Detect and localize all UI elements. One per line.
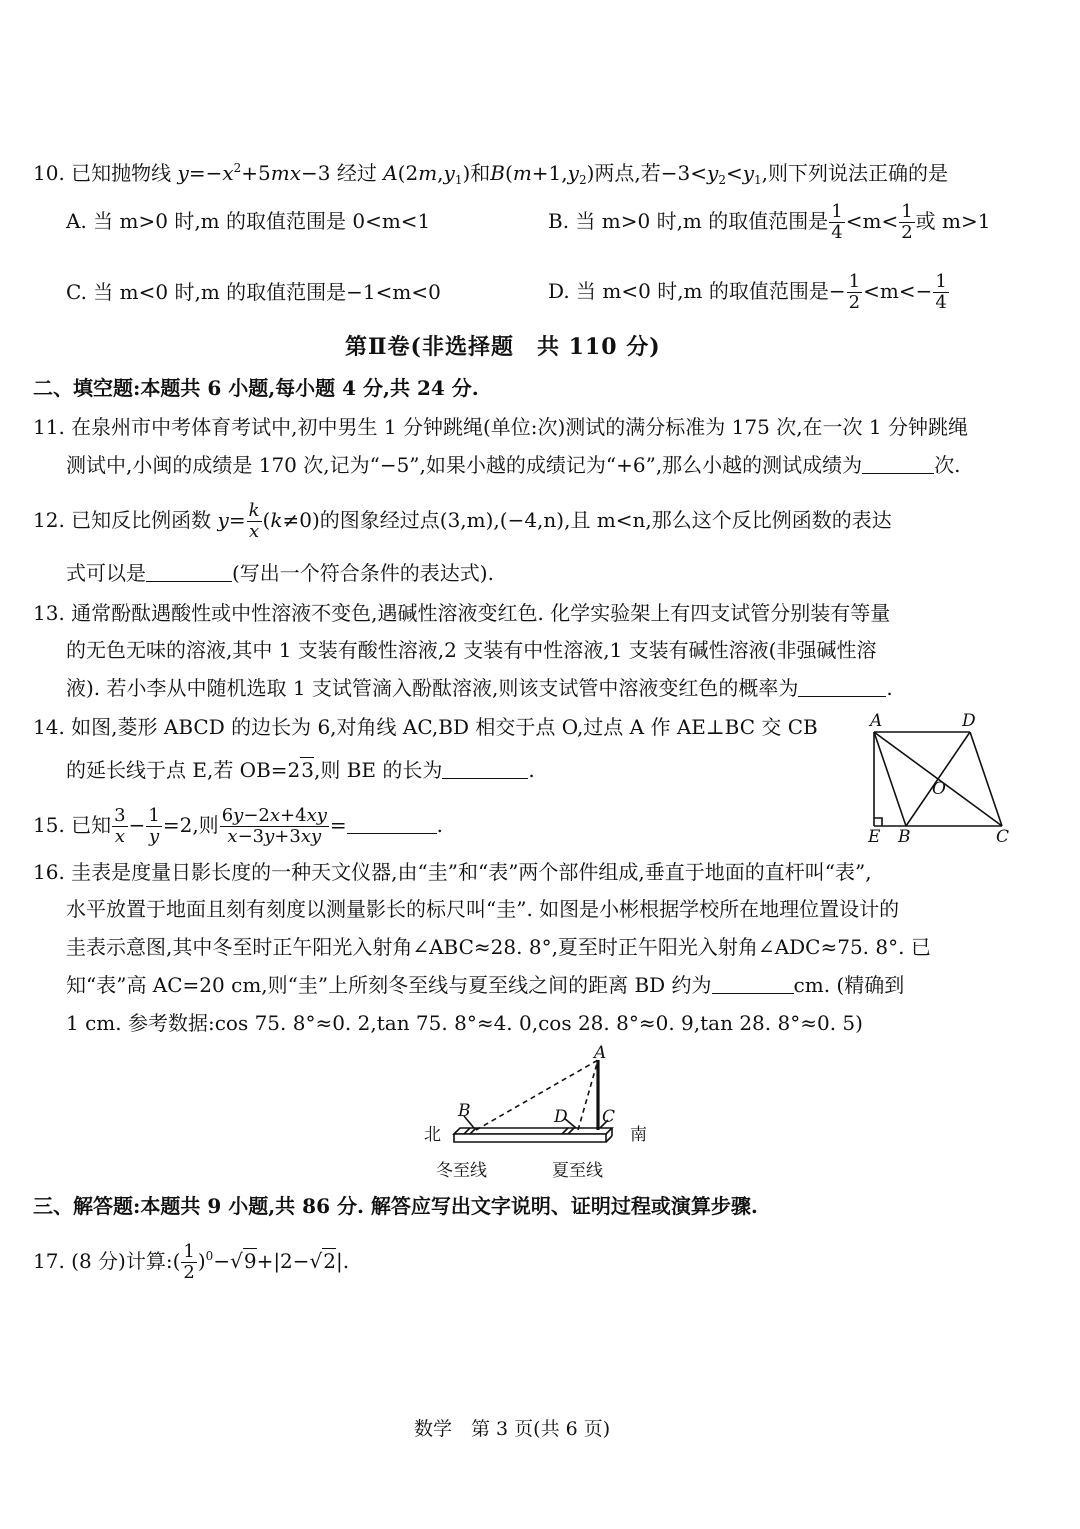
q10-option-d-text: D. 当 m<0 时,m 的取值范围是− — [548, 279, 846, 303]
part-2-heading: 二、填空题:本题共 6 小题,每小题 4 分,共 24 分. — [33, 376, 479, 400]
answer-blank[interactable] — [862, 453, 934, 474]
rhombus-figure — [858, 708, 1018, 850]
q11-unit: 次. — [934, 453, 961, 477]
page-footer: 数学 第 3 页(共 6 页) — [414, 1418, 611, 1440]
q15-text-pre: 15. 已知 — [33, 813, 112, 837]
answer-blank[interactable] — [442, 758, 528, 779]
q10-option-b-post: 或 m>1 — [915, 209, 991, 233]
fig14-label-C: C — [996, 827, 1010, 847]
fig16-label-B: B — [458, 1101, 471, 1121]
q14-text-mid: ,则 BE 的长为 — [313, 758, 443, 782]
q10-option-c: C. 当 m<0 时,m 的取值范围是−1<m<0 — [66, 280, 441, 304]
part-3-heading: 三、解答题:本题共 9 小题,共 86 分. 解答应写出文字说明、证明过程或演算步骤. — [33, 1194, 758, 1218]
fig16-label-winter: 冬至线 — [436, 1161, 487, 1181]
q10-text-a: 已知抛物线 — [71, 161, 172, 185]
q12-line1: 12. 已知反比例函数 y= $\frac{k}{x}$ (k≠0)的图象经过点(3,m),(−4,n),且 m<n,那么这个反比例函数的表达 — [33, 500, 892, 542]
q16-line3: 圭表示意图,其中冬至时正午阳光入射角∠ABC≈28. 8°,夏至时正午阳光入射角∠ADC≈75. 8°. 已 — [66, 935, 931, 959]
q17-text: 17. (8 分)计算:( — [33, 1249, 181, 1273]
q11-line1: 11. 在泉州市中考体育考试中,初中男生 1 分钟跳绳(单位:次)测试的满分标准为 175 次,在一次 1 分钟跳绳 — [33, 415, 968, 439]
answer-blank[interactable] — [347, 813, 437, 834]
q14-line1: 14. 如图,菱形 ABCD 的边长为 6,对角线 AC,BD 相交于点 O,过点 A 作 AE⊥BC 交 CB — [33, 715, 818, 739]
fig16-label-summer: 夏至线 — [552, 1161, 603, 1181]
q13-line3 — [66, 675, 893, 701]
q10-stem: 10. 已知抛物线 $y=-x^2+5mx-3$ 经过 $A(2m,y_1)$和$B(m+1,y_2)$两点,若$-3<y_2<y_1$,则下列说法正确的是 — [33, 161, 949, 187]
q10-option-b-mid: <m< — [845, 209, 899, 233]
q10-option-a: A. 当 m>0 时,m 的取值范围是 0<m<1 — [66, 209, 431, 233]
q16-line2: 水平放置于地面且刻有刻度以测量影长的标尺叫“圭”. 如图是小彬根据学校所在地理位置设计的 — [66, 897, 900, 921]
q17-minus: − — [213, 1249, 231, 1273]
q14-period: . — [528, 758, 535, 782]
fig14-label-A: A — [870, 711, 883, 731]
fig14-label-O: O — [932, 779, 946, 799]
q10-text-d: 两点,若 — [594, 161, 661, 185]
q10-option-d: D. 当 m<0 时,m 的取值范围是− $\frac{1}{2}$ <m<− $\frac{1}{4}$ — [548, 271, 947, 313]
q12-line2 — [66, 560, 494, 586]
answer-blank[interactable] — [146, 561, 232, 582]
q13-line2: 的无色无味的溶液,其中 1 支装有酸性溶液,2 支装有中性溶液,1 支装有碱性溶液(非强碱性溶 — [66, 638, 877, 662]
q15-equals: = — [329, 813, 347, 837]
q10-text-e: ,则下列说法正确的是 — [761, 161, 949, 185]
q10-text-c: 和 — [470, 161, 491, 185]
q11-line2 — [66, 452, 961, 478]
answer-blank[interactable] — [798, 676, 886, 697]
q16-unit: cm. (精确到 — [793, 973, 905, 997]
q14-line2: 的延长线于点 E,若 OB=23,则 BE 的长为 . — [66, 758, 535, 782]
fig16-label-D: D — [554, 1107, 568, 1127]
fig16-label-north: 北 — [424, 1125, 441, 1145]
q17: 17. (8 分)计算:( $\frac{1}{2}$ )$^0$−√9+|2−√2|. — [33, 1241, 350, 1283]
q15-text-mid: =2,则 — [162, 813, 219, 837]
q13-text: 液). 若小李从中随机选取 1 支试管滴入酚酞溶液,则该支试管中溶液变红色的概率为 — [66, 676, 799, 700]
fig16-label-A: A — [594, 1043, 607, 1063]
section-2-title: 第Ⅱ卷(非选择题 共 110 分) — [345, 334, 661, 360]
q16-line4 — [66, 972, 904, 998]
q14-text: 的延长线于点 E,若 OB=2 — [66, 758, 301, 782]
fig14-label-B: B — [898, 827, 911, 847]
q12-text: 式可以是 — [66, 561, 146, 585]
fig14-label-E: E — [868, 827, 881, 847]
q12-text-pre: 12. 已知反比例函数 — [33, 508, 212, 532]
q16-line1: 16. 圭表是度量日影长度的一种天文仪器,由“圭”和“表”两个部件组成,垂直于地面的直杆叫“表”, — [33, 860, 872, 884]
q12-text-mid: 的图象经过点(3,m),(−4,n),且 m<n,那么这个反比例函数的表达 — [319, 508, 892, 532]
fig16-label-south: 南 — [630, 1125, 647, 1145]
q15: 15. 已知 $\frac{3}{x}$ − $\frac{1}{y}$ =2,则 $\frac{6y-2x+4xy}{x-3y+3xy}$ = . — [33, 805, 444, 847]
gnomon-figure — [418, 1042, 668, 1184]
q10-text-b: 经过 — [336, 161, 377, 185]
fig16-label-C: C — [602, 1107, 616, 1127]
q11-text: 测试中,小闽的成绩是 170 次,记为“−5”,如果小越的成绩记为“+6”,那么小越的测试成绩为 — [66, 453, 863, 477]
answer-blank[interactable] — [712, 973, 794, 994]
fig14-label-D: D — [962, 711, 976, 731]
question-number: 10. — [33, 161, 65, 185]
q12-note: (写出一个符合条件的表达式). — [232, 561, 494, 585]
q10-option-b: B. 当 m>0 时,m 的取值范围是 $\frac{1}{4}$ <m< $\frac{1}{2}$ 或 m>1 — [548, 201, 991, 243]
q16-text: 知“表”高 AC=20 cm,则“圭”上所刻冬至线与夏至线之间的距离 BD 约为 — [66, 973, 712, 997]
q10-option-b-text: B. 当 m>0 时,m 的取值范围是 — [548, 209, 829, 233]
q16-line5: 1 cm. 参考数据:cos 75. 8°≈0. 2,tan 75. 8°≈4. 0,cos 28. 8°≈0. 9,tan 28. 8°≈0. 5) — [66, 1011, 863, 1035]
q13-line1: 13. 通常酚酞遇酸性或中性溶液不变色,遇碱性溶液变红色. 化学实验架上有四支试管分别装有等量 — [33, 601, 891, 625]
q13-period: . — [886, 676, 893, 700]
q10-option-d-mid: <m<− — [863, 279, 933, 303]
